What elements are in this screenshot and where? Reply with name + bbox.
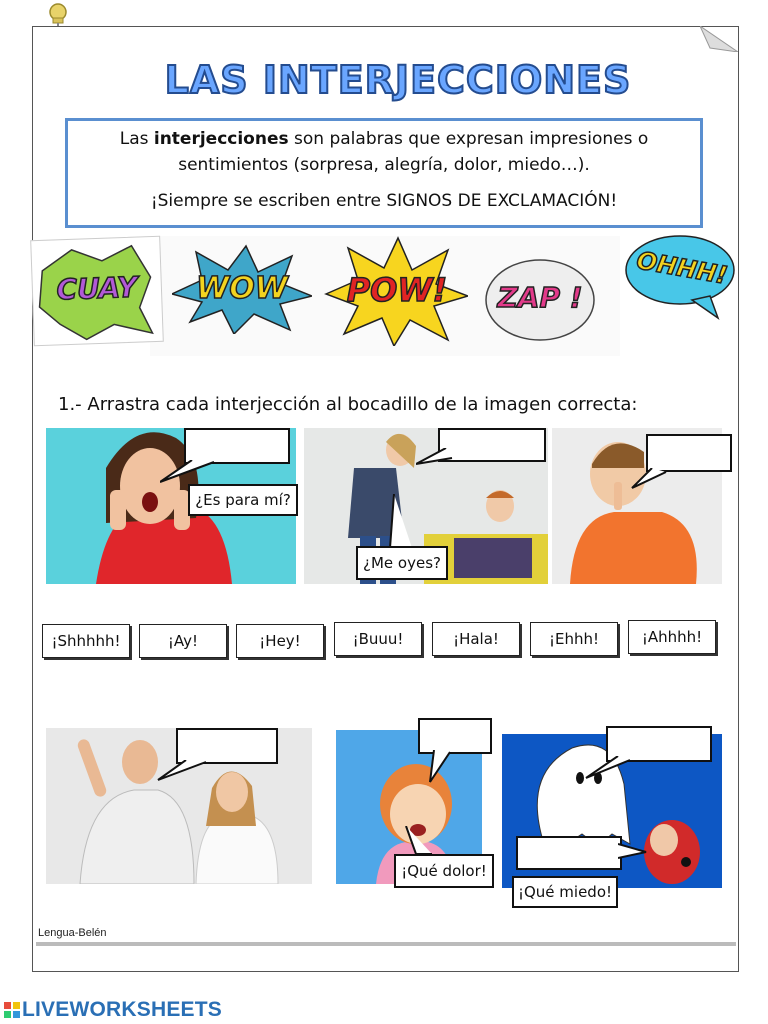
author-credit: Lengua-Belén (38, 927, 107, 939)
chip-ehhh[interactable]: ¡Ehhh! (530, 622, 618, 656)
wow-sticker (172, 244, 312, 334)
definition-keyword: interjecciones (153, 129, 289, 149)
zap-sticker (478, 250, 602, 350)
bubble-tail (416, 448, 456, 466)
exclamation-rule: ¡Siempre se escriben entre SIGNOS DE EXCLAMACIÓN! (150, 191, 618, 211)
drop-bubble-5[interactable] (418, 718, 492, 754)
bubble-tail (426, 750, 456, 784)
chip-hala[interactable]: ¡Hala! (432, 622, 520, 656)
zap-word: ZAP ! (497, 281, 583, 314)
caption-que-miedo: ¡Qué miedo! (512, 876, 618, 908)
chip-shhhhh[interactable]: ¡Shhhhh! (42, 624, 130, 658)
cuay-sticker (30, 236, 164, 346)
chip-ahhhh[interactable]: ¡Ahhhh! (628, 620, 716, 654)
wow-word: WOW (196, 271, 288, 306)
caption-es-para-mi: ¿Es para mí? (188, 484, 298, 516)
liveworksheets-logo-icon (4, 1002, 20, 1018)
drop-bubble-1[interactable] (184, 428, 290, 464)
drop-bubble-3[interactable] (646, 434, 732, 472)
bubble-tail (618, 842, 648, 862)
brand-logo[interactable]: LIVEWORKSHEETS (22, 998, 222, 1021)
caption-que-dolor: ¡Qué dolor! (394, 854, 494, 888)
footer-divider (36, 942, 736, 946)
bubble-tail (584, 756, 634, 780)
page-curl-icon (700, 26, 738, 52)
chip-ay[interactable]: ¡Ay! (139, 624, 227, 658)
page-title: LAS INTERJECCIONES (164, 58, 632, 102)
bubble-tail (156, 760, 212, 782)
chip-hey[interactable]: ¡Hey! (236, 624, 324, 658)
pow-sticker (322, 236, 468, 346)
bubble-tail (630, 468, 670, 490)
ohhh-sticker (622, 230, 746, 322)
caption-me-oyes: ¿Me oyes? (356, 546, 448, 580)
bubble-tail (160, 460, 220, 484)
pow-word: POW! (346, 271, 448, 309)
definition-text: Las interjecciones son palabras que expresan impresiones o sentimientos (sorpresa, alegría, dolor, miedo…). (119, 129, 649, 175)
drop-bubble-4[interactable] (176, 728, 278, 764)
bubble-tail (380, 494, 420, 548)
ohhh-word: OHHH! (634, 246, 730, 290)
drop-bubble-7[interactable] (516, 836, 622, 870)
bubble-tail (404, 826, 440, 856)
definition-box (65, 118, 703, 228)
exercise-instruction: 1.- Arrastra cada interjección al bocadillo de la imagen correcta: (58, 394, 638, 415)
chip-buuu[interactable]: ¡Buuu! (334, 622, 422, 656)
cuay-word: CUAY (55, 270, 138, 307)
